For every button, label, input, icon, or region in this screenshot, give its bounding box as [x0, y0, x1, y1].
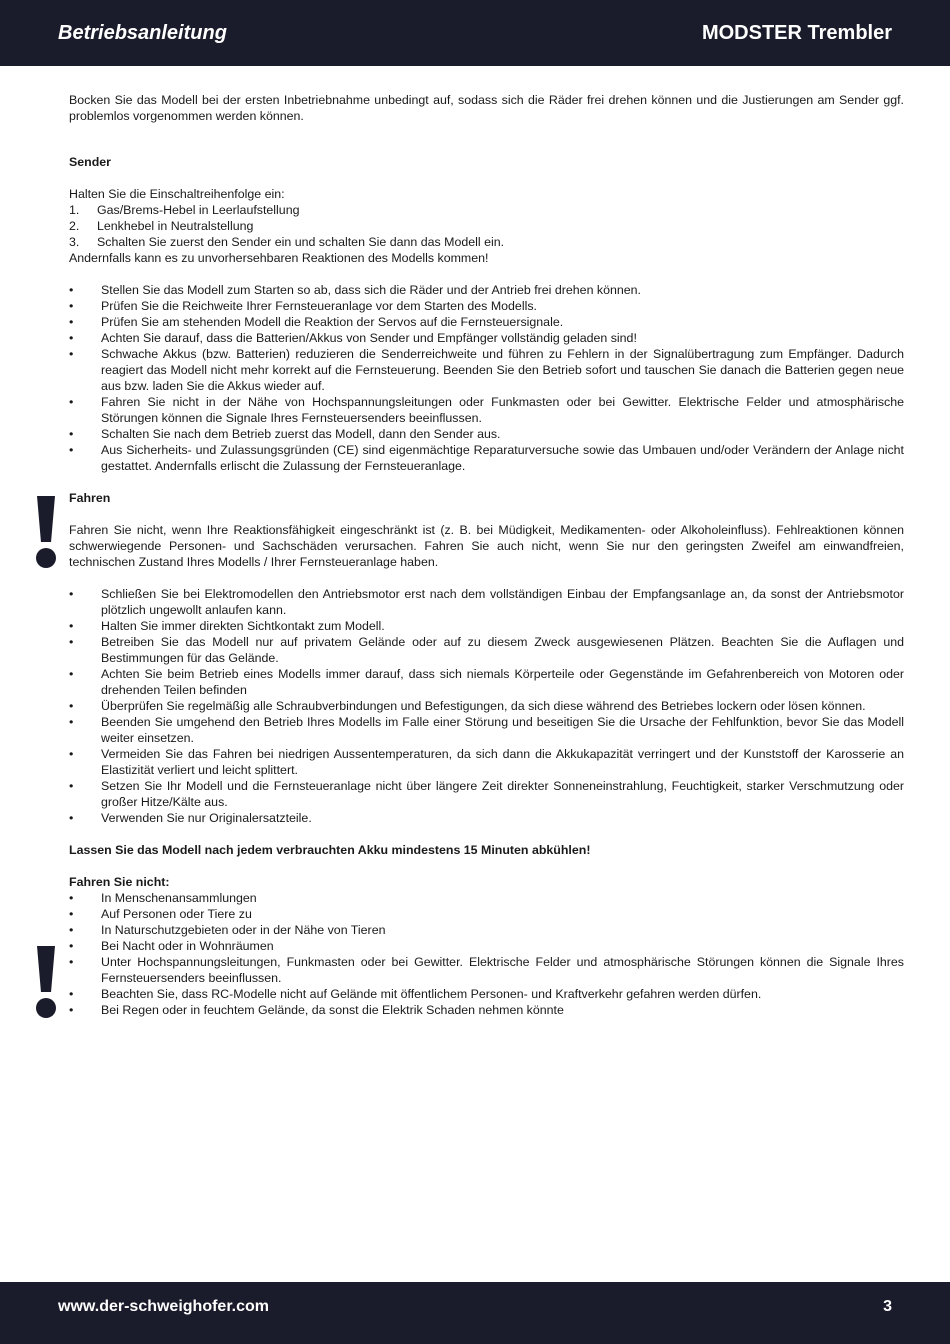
list-item: • Setzen Sie Ihr Modell und die Fernsteueranlage nicht über längere Zeit direkter Sonneneinstrahlung, Feuchtigkeit, starker Verschmutzung oder großer Hitze/Kälte aus. — [69, 779, 904, 809]
list-item: 1. Gas/Brems-Hebel in Leerlaufstellung — [69, 203, 300, 217]
list-item: • Bei Nacht oder in Wohnräumen — [69, 939, 274, 953]
intro-paragraph: Bocken Sie das Modell bei der ersten Inbetriebnahme unbedingt auf, sodass sich die Räder frei drehen können und die Justierungen am Sender ggf. problemlos vorgenommen werden können. — [69, 93, 904, 123]
section-heading-nicht: Fahren Sie nicht: — [69, 875, 170, 889]
list-item: • Halten Sie immer direkten Sichtkontakt zum Modell. — [69, 619, 385, 633]
header-title: Betriebsanleitung — [58, 22, 227, 44]
page-number: 3 — [883, 1298, 892, 1315]
page-header — [0, 0, 950, 66]
list-item: • Fahren Sie nicht in der Nähe von Hochspannungsleitungen oder Funkmasten oder bei Gewitter. Elektrische Felder und atmosphärische Störungen können die Signale Ihres Fernsteuersenders beeinflussen. — [69, 395, 904, 425]
page-footer — [0, 1282, 950, 1344]
document-body — [69, 92, 904, 1018]
section-heading-sender: Sender — [69, 155, 112, 169]
list-item: • In Naturschutzgebieten oder in der Nähe von Tieren — [69, 923, 386, 937]
list-item: • Bei Regen oder in feuchtem Gelände, da sonst die Elektrik Schaden nehmen könnte — [69, 1003, 564, 1017]
footer-url: www.der-schweighofer.com — [58, 1298, 270, 1315]
nicht-bullet-list — [69, 890, 904, 1018]
list-item: • Beachten Sie, dass RC-Modelle nicht auf Gelände mit öffentlichem Personen- und Kraftverkehr gefahren werden dürfen. — [69, 987, 762, 1001]
list-item: • Schalten Sie nach dem Betrieb zuerst das Modell, dann den Sender aus. — [69, 427, 501, 441]
list-item: • Achten Sie beim Betrieb eines Modells immer darauf, dass sich niemals Körperteile oder Gegenstände im Gefahrenbereich von Motoren oder drehenden Teilen befinden — [69, 667, 904, 697]
list-item: • Prüfen Sie die Reichweite Ihrer Fernsteueranlage vor dem Starten des Modells. — [69, 299, 537, 313]
list-item: • Stellen Sie das Modell zum Starten so ab, dass sich die Räder und der Antrieb frei drehen können. — [69, 283, 641, 297]
cooldown-notice: Lassen Sie das Modell nach jedem verbrauchten Akku mindestens 15 Minuten abkühlen! — [69, 843, 591, 857]
fahren-lead: Fahren Sie nicht, wenn Ihre Reaktionsfähigkeit eingeschränkt ist (z. B. bei Müdigkeit, Medikamenten- oder Alkoholeinfluss). Fehlreaktionen können schwerwiegende Personen- und Sachschäden verursachen. Fahren Sie auch nicht, wenn Sie nur den geringsten Zweifel am einwandfreien, technischen Zustand Ihres Modells / Ihrer Fernsteueranlage haben. — [69, 523, 904, 569]
list-item: • Unter Hochspannungsleitungen, Funkmasten oder bei Gewitter. Elektrische Felder und atmosphärische Störungen können die Signale Ihres Fernsteuersenders beeinflussen. — [69, 955, 904, 985]
list-item: 2. Lenkhebel in Neutralstellung — [69, 219, 254, 233]
sender-bullet-list — [69, 282, 904, 474]
list-item: • In Menschenansammlungen — [69, 891, 257, 905]
switch-on-steps — [69, 202, 904, 250]
list-item: • Schließen Sie bei Elektromodellen den Antriebsmotor erst nach dem vollständigen Einbau der Empfangsanlage an, da sonst der Antriebsmotor plötzlich ungewollt anlaufen kann. — [69, 587, 904, 617]
list-item: • Überprüfen Sie regelmäßig alle Schraubverbindungen und Befestigungen, da sich diese während des Betriebes lockern oder lösen können. — [69, 699, 866, 713]
list-item: • Betreiben Sie das Modell nur auf privatem Gelände oder auf zu diesem Zweck ausgewiesenen Plätzen. Beachten Sie die Auflagen und Bestimmungen für das Gelände. — [69, 635, 904, 665]
section-heading-fahren: Fahren — [69, 491, 111, 505]
list-item: • Aus Sicherheits- und Zulassungsgründen (CE) sind eigenmächtige Reparaturversuche sowie das Umbauen und/oder Verändern der Anlage nicht gestattet. Andernfalls erlischt die Zulassung der Fernsteueranlage. — [69, 443, 904, 473]
list-item: • Verwenden Sie nur Originalersatzteile. — [69, 811, 312, 825]
list-item: • Schwache Akkus (bzw. Batterien) reduzieren die Senderreichweite und führen zu Fehlern in der Signalübertragung zum Empfänger. Dadurch reagiert das Modell nicht mehr korrekt auf die Fernsteuerung. Beenden Sie den Betrieb sofort und tauschen Sie danach die Batterien gegen neue aus bzw. laden Sie die Akkus wieder auf. — [69, 347, 904, 393]
list-item: • Prüfen Sie am stehenden Modell die Reaktion der Servos auf die Fernsteuersignale. — [69, 315, 564, 329]
sender-warning: Andernfalls kann es zu unvorhersehbaren Reaktionen des Modells kommen! — [69, 251, 489, 265]
sender-lead: Halten Sie die Einschaltreihenfolge ein: — [69, 187, 285, 201]
list-item: 3. Schalten Sie zuerst den Sender ein und schalten Sie dann das Modell ein. — [69, 235, 505, 249]
fahren-bullet-list — [69, 586, 904, 826]
header-product: MODSTER Trembler — [701, 22, 892, 44]
list-item: • Vermeiden Sie das Fahren bei niedrigen Aussentemperaturen, da sich dann die Akkukapazität verringert und der Kunststoff der Karosserie an Elastizität verliert und leicht splittert. — [69, 747, 904, 777]
list-item: • Beenden Sie umgehend den Betrieb Ihres Modells im Falle einer Störung und beseitigen Sie die Ursache der Fehlfunktion, bevor Sie das Modell weiter einsetzen. — [69, 715, 904, 745]
list-item: • Auf Personen oder Tiere zu — [69, 907, 252, 921]
list-item: • Achten Sie darauf, dass die Batterien/Akkus von Sender und Empfänger vollständig geladen sind! — [69, 331, 637, 345]
